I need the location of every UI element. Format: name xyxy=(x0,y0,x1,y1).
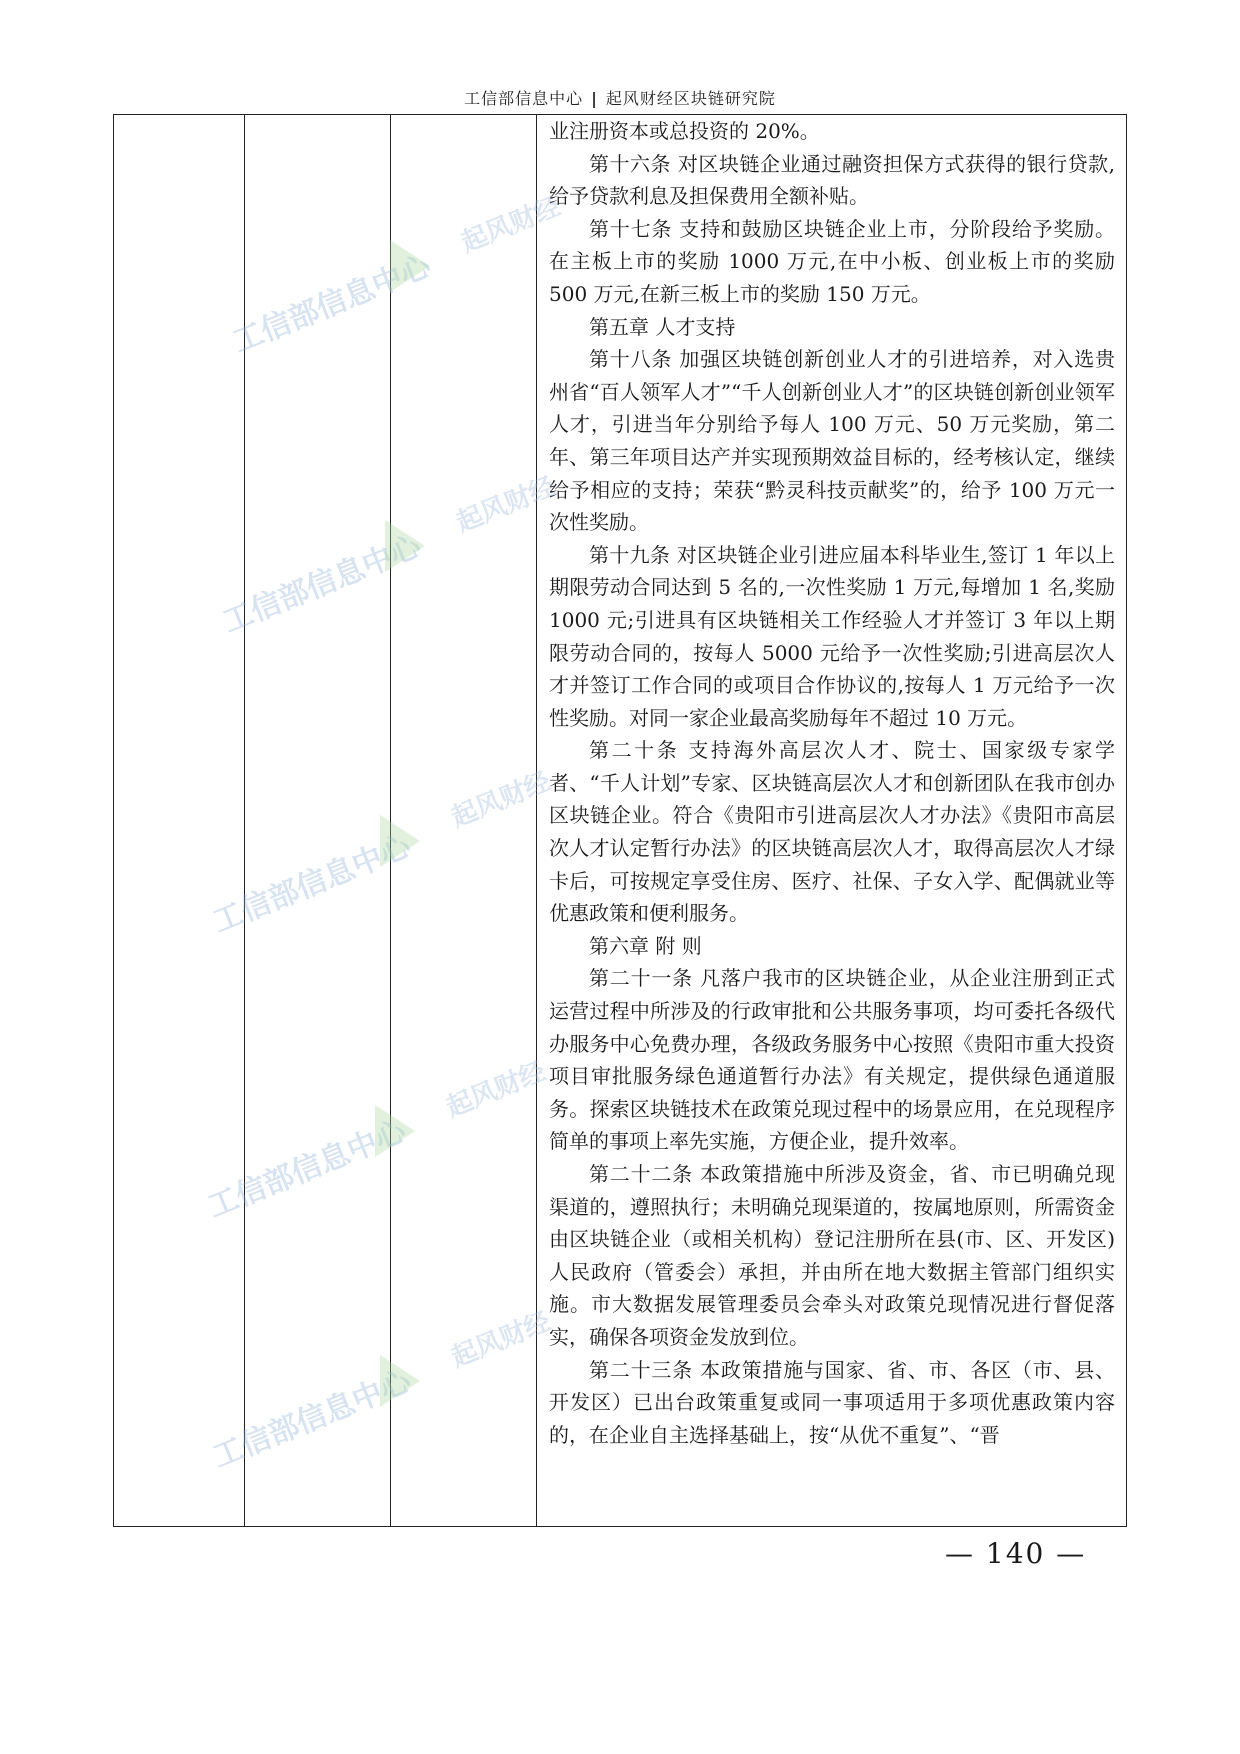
policy-content-cell xyxy=(549,115,1115,1451)
watermark-org: 工信部信息中心 xyxy=(227,248,436,360)
paragraph: 第十八条 加强区块链创新创业人才的引进培养，对入选贵州省“百人领军人才”“千人创新创业人才”的区块链创新创业领军人才，引进当年分别给予每人 100 万元、50 万元奖励，第二年、第三年项目达产并实现预期效益目标的，经考核认定，继续给予相应的支持；荣获“黔灵科技贡献奖”的，给予 100 万元一次性奖励。 xyxy=(549,347,1115,535)
chapter-heading: 第六章 附 则 xyxy=(589,933,702,958)
paragraph: 第十九条 对区块链企业引进应届本科毕业生,签订 1 年以上期限劳动合同达到 5 名的,一次性奖励 1 万元,每增加 1 名,奖励 1000 元;引进具有区块链相关工作经验人才并签订 3 年以上期限劳动合同的，按每人 5000 元给予一次性奖励;引进高层次人才并签订工作合同的或项目合作协议的,按每人 1 万元给予一次性奖励。对同一家企业最高奖励每年不超过 10 万元。 xyxy=(549,542,1115,730)
paragraph: 第十七条 支持和鼓励区块链企业上市，分阶段给予奖励。在主板上市的奖励 1000 万元,在中小板、创业板上市的奖励 500 万元,在新三板上市的奖励 150 万元。 xyxy=(549,216,1115,306)
column-divider-3 xyxy=(536,115,537,1526)
paragraph: 第二十一条 凡落户我市的区块链企业，从企业注册到正式运营过程中所涉及的行政审批和公共服务事项，均可委托各级代办服务中心免费办理，各级政务服务中心按照《贵阳市重大投资项目审批服务绿色通道暂行办法》有关规定，提供绿色通道服务。探索区块链技术在政策兑现过程中的场景应用，在兑现程序简单的事项上率先实施，方便企业，提升效率。 xyxy=(549,966,1115,1154)
page-number: — 140 — xyxy=(945,1537,1087,1570)
page-header xyxy=(0,86,1240,109)
chapter-heading: 第五章 人才支持 xyxy=(589,314,736,339)
watermark-brand: 起风财经 xyxy=(452,471,560,539)
header-left: 工信部信息中心 xyxy=(464,89,584,108)
watermark-org: 工信部信息中心 xyxy=(217,528,426,640)
watermark-brand: 起风财经 xyxy=(442,1056,550,1124)
watermark-brand: 起风财经 xyxy=(447,766,555,834)
watermark-org: 工信部信息中心 xyxy=(202,1113,411,1225)
paragraph: 业注册资本或总投资的 20%。 xyxy=(549,119,820,143)
paragraph: 第二十二条 本政策措施中所涉及资金，省、市已明确兑现渠道的，遵照执行；未明确兑现渠道的，按属地原则，所需资金由区块链企业（或相关机构）登记注册所在县(市、区、开发区)人民政府（管委会）承担，并由所在地大数据主管部门组织实施。市大数据发展管理委员会牵头对政策兑现情况进行督促落实，确保各项资金发放到位。 xyxy=(549,1162,1115,1349)
paragraph: 第二十三条 本政策措施与国家、省、市、各区（市、县、开发区）已出台政策重复或同一事项适用于多项优惠政策内容的，在企业自主选择基础上，按“从优不重复”、“晋 xyxy=(549,1357,1115,1447)
watermark-org: 工信部信息中心 xyxy=(207,1363,416,1475)
watermark-brand: 起风财经 xyxy=(447,1306,555,1374)
watermark-brand: 起风财经 xyxy=(457,191,565,259)
header-separator: | xyxy=(591,89,598,108)
header-right: 起风财经区块链研究院 xyxy=(605,89,776,108)
column-divider-1 xyxy=(244,115,245,1526)
paragraph: 第十六条 对区块链企业通过融资担保方式获得的银行贷款,给予贷款利息及担保费用全额补贴。 xyxy=(549,151,1115,209)
paragraph: 第二十条 支持海外高层次人才、院士、国家级专家学者、“千人计划”专家、区块链高层次人才和创新团队在我市创办区块链企业。符合《贵阳市引进高层次人才办法》《贵阳市高层次人才认定暂行办法》的区块链高层次人才，取得高层次人才绿卡后，可按规定享受住房、医疗、社保、子女入学、配偶就业等优惠政策和便利服务。 xyxy=(549,738,1115,926)
watermark-org: 工信部信息中心 xyxy=(207,828,416,940)
column-divider-2 xyxy=(390,115,391,1526)
